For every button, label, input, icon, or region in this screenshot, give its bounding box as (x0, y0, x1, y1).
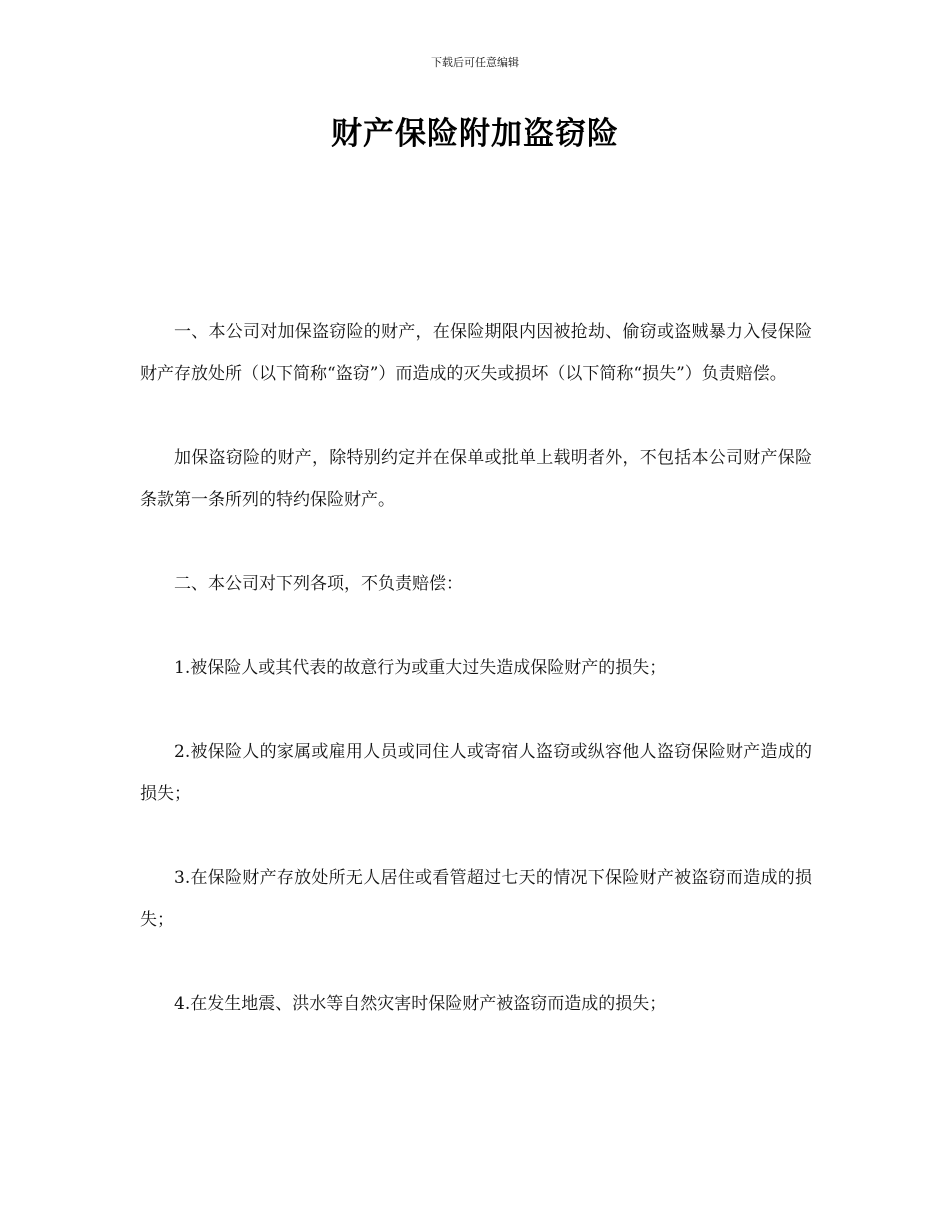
paragraph-scope: 加保盗窃险的财产，除特别约定并在保单或批单上载明者外，不包括本公司财产保险条款第一条所列的特约保险财产。 (140, 448, 812, 510)
document-title: 财产保险附加盗窃险 (331, 116, 619, 152)
page-header-note: 下载后可任意编辑 (431, 56, 519, 69)
list-item-exclusion-4: 4.在发生地震、洪水等自然灾害时保险财产被盗窃而造成的损失； (174, 994, 667, 1014)
paragraph-clause-1: 一、本公司对加保盗窃险的财产，在保险期限内因被抢劫、偷窃或盗贼暴力入侵保险财产存放处所（以下简称“盗窃”）而造成的灭失或损坏（以下简称“损失”）负责赔偿。 (140, 322, 812, 384)
paragraph-clause-2: 二、本公司对下列各项，不负责赔偿： (174, 574, 463, 594)
list-item-exclusion-3: 3.在保险财产存放处所无人居住或看管超过七天的情况下保险财产被盗窃而造成的损失； (140, 868, 812, 930)
document-body (140, 311, 812, 1025)
list-item-exclusion-1: 1.被保险人或其代表的故意行为或重大过失造成保险财产的损失； (174, 658, 667, 678)
list-item-exclusion-2: 2.被保险人的家属或雇用人员或同住人或寄宿人盗窃或纵容他人盗窃保险财产造成的损失； (140, 742, 812, 804)
